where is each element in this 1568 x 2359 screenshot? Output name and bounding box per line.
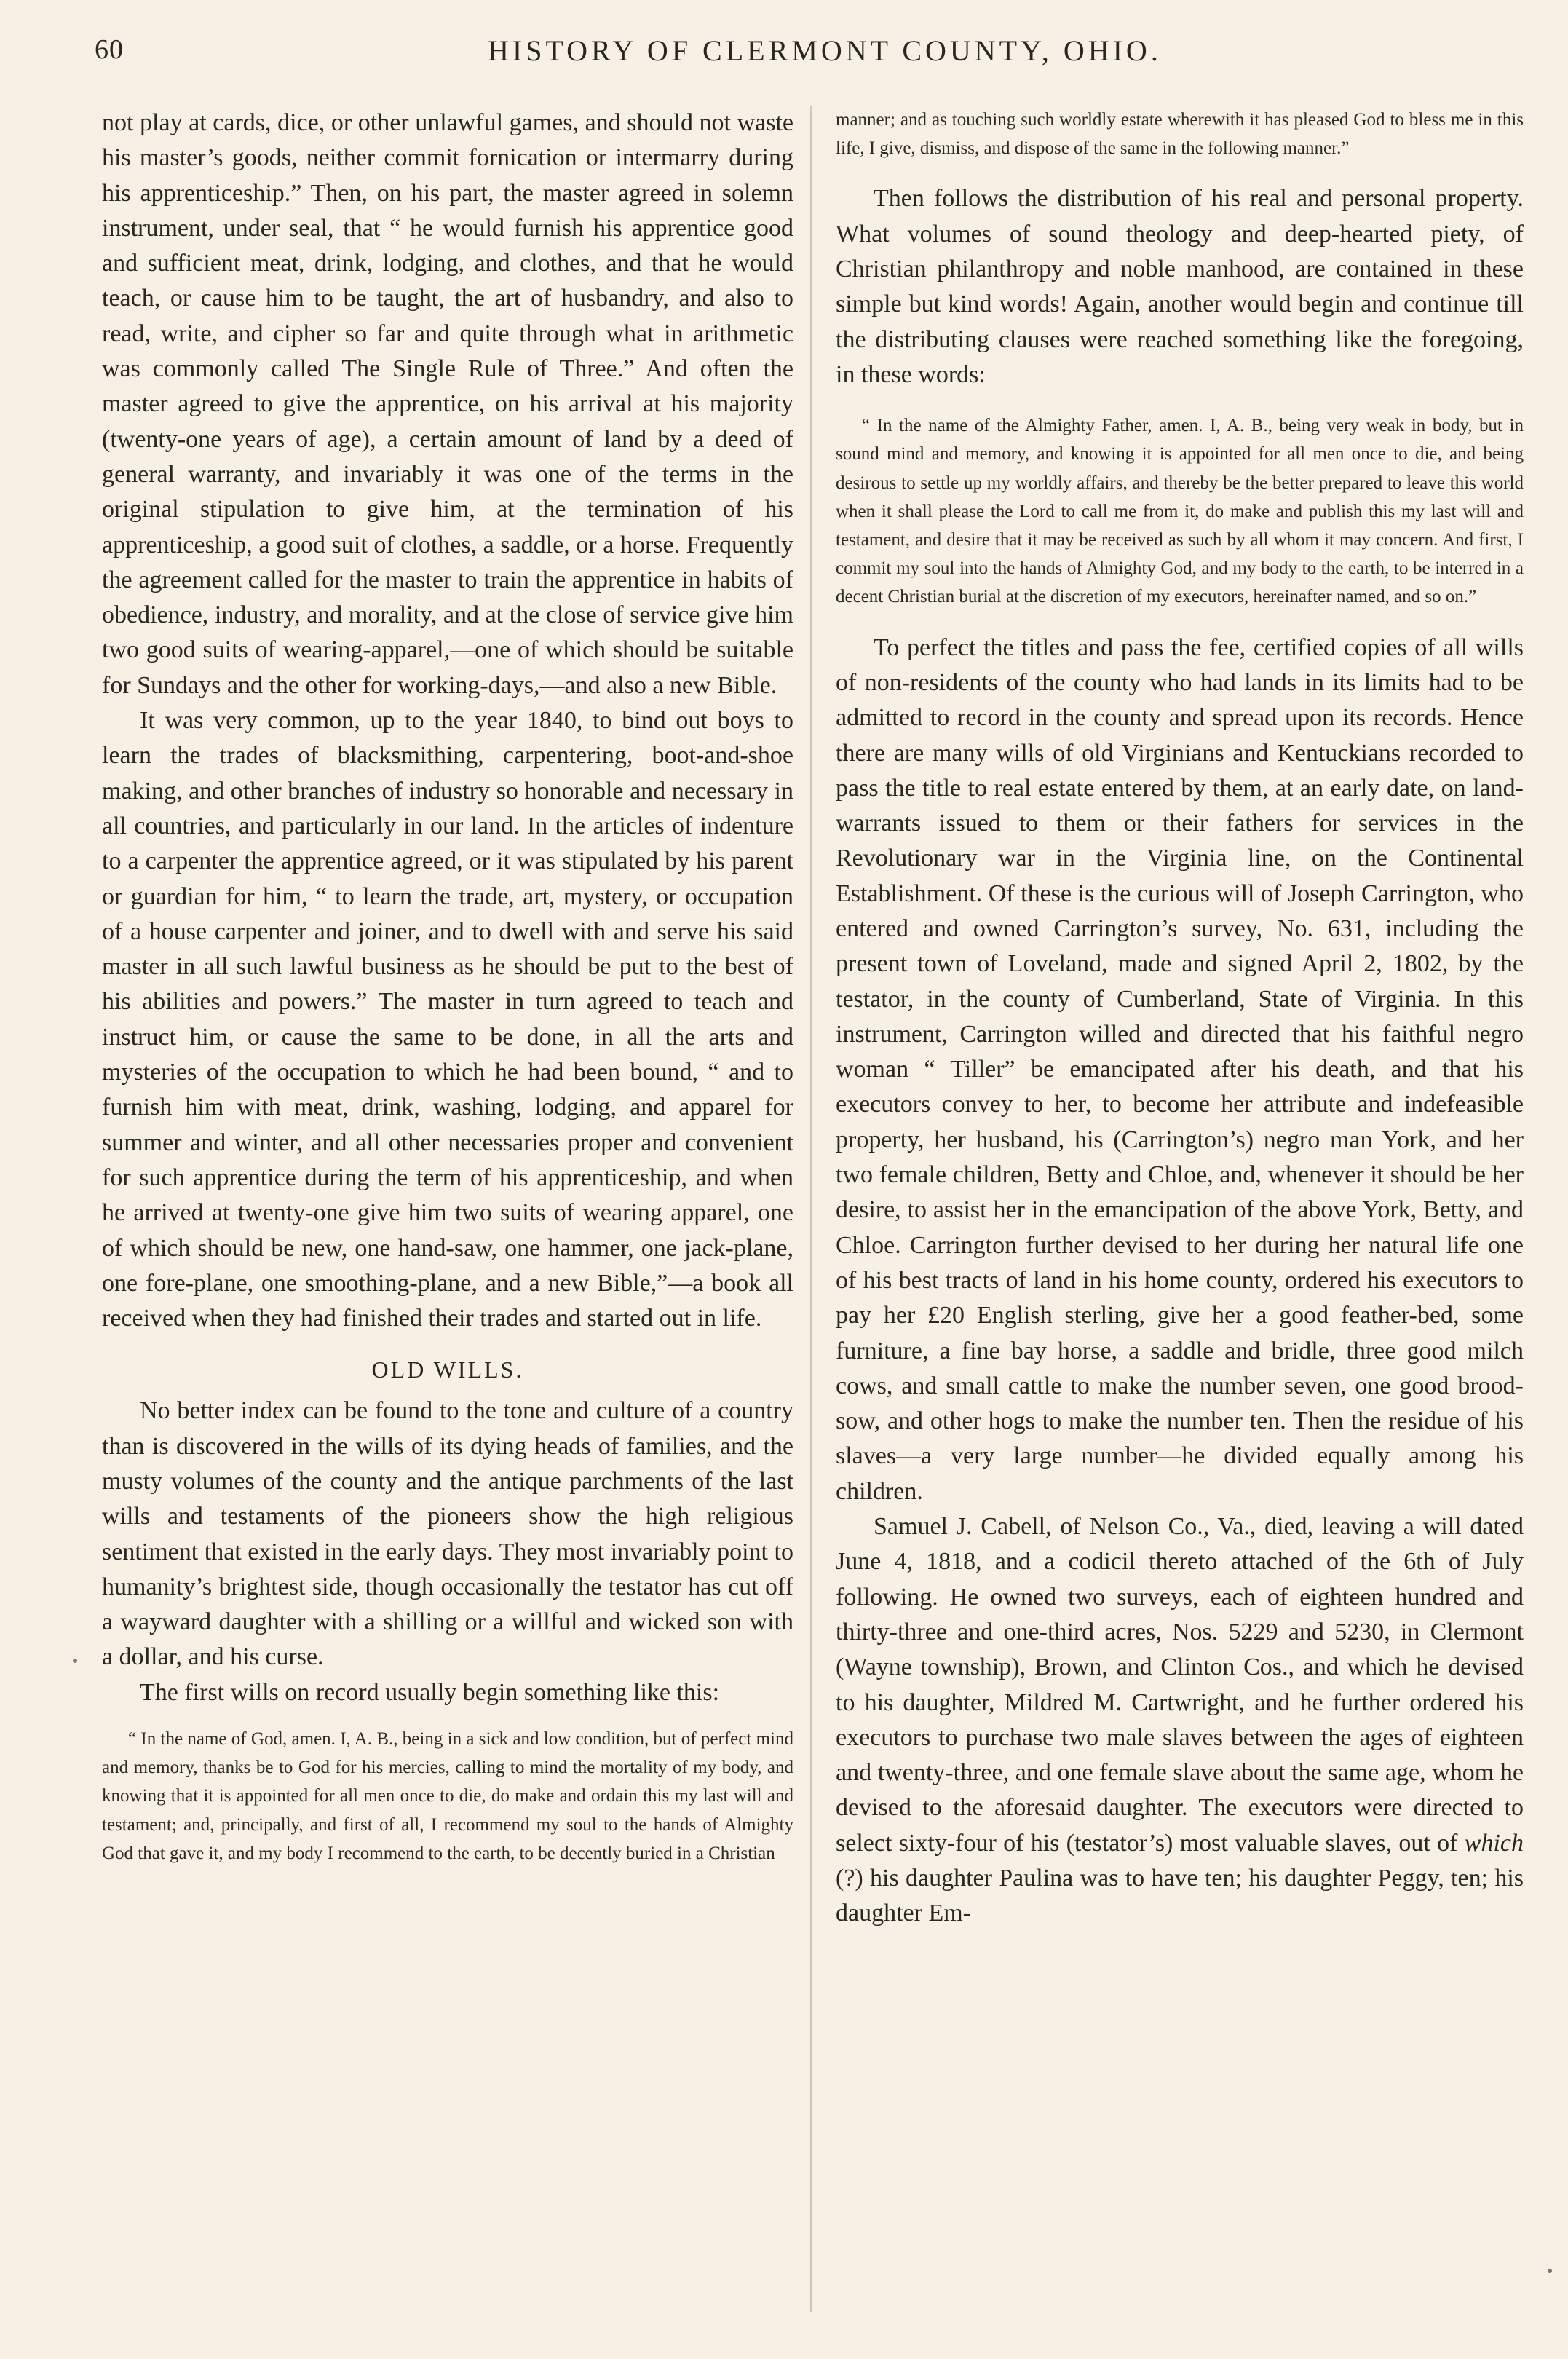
- margin-mark: [1548, 2269, 1552, 2273]
- paragraph: To perfect the titles and pass the fee, certified copies of all wills of non-residents of the county who had lands in its limits had to be admitted to record in the county and spread upon its records. Hence there are many wills of old Virginians and Kentuckians recorded to pass the title to real estate entered by them, at an early date, on land-warrants issued to them or their fathers for services in the Revolutionary war in the Virginia line, on the Continental Establishment. Of these is the curious will of Joseph Carrington, who entered and owned Carrington’s survey, No. 631, including the present town of Loveland, made and signed April 2, 1802, by the testator, in the county of Cumberland, State of Virginia. In this instrument, Carrington willed and directed that his faithful negro woman “ Tiller” be emancipated after his death, and that his executors convey to her, to become her attribute and indefeasible property, her husband, his (Carrington’s) negro man York, and her two female children, Betty and Chloe, and, whenever it should be her desire, to assist her in the emancipation of the above York, Betty, and Chloe. Carrington further devised to her during her natural life one of his best tracts of land in his home county, ordered his executors to pay her £20 English sterling, give her a good feather-bed, some furniture, a fine bay horse, a saddle and bridle, three good milch cows, and small cattle to make the number seven, one good brood-sow, and other hogs to make the number ten. Then the residue of his slaves—a very large number—he divided equally among his children.: [836, 633, 1524, 1505]
- page-number: 60: [95, 34, 124, 65]
- running-title: HISTORY OF CLERMONT COUNTY, OHIO.: [488, 34, 1162, 67]
- paragraph: It was very common, up to the year 1840, to bind out boys to learn the trades of blacksmithing, carpentering, boot-and-shoe making, and other branches of industry so honorable and necessary in all countries, and particularly in our land. In the articles of indenture to a carpenter the apprentice agreed, or it was stipulated by his parent or guardian for him, “ to learn the trade, art, mystery, or occupation of a house carpenter and joiner, and to dwell with and serve his said master in all such lawful business as he should be put to the best of his abilities and powers.” The master in turn agreed to teach and instruct him, or cause the same to be done, in all the arts and mysteries of the occupation to which he had been bound, “ and to furnish him with meat, drink, washing, lodging, and apparel for summer and winter, and all other necessaries proper and convenient for such apprentice during the term of his apprenticeship, and when he arrived at twenty-one give him two suits of wearing apparel, one of which should be new, one hand-saw, one hammer, one jack-plane, one fore-plane, one smoothing-plane, and a new Bible,”—a book all received when they had finished their trades and started out in life.: [102, 707, 793, 1332]
- paragraph: [836, 1509, 1524, 1932]
- paragraph: The first wills on record usually begin something like this:: [140, 1678, 720, 1706]
- will-quote: “ In the name of the Almighty Father, amen. I, A. B., being very weak in body, but in sound mind and memory, and knowing it is appointed for all men once to die, and being desirous to settle up my worldly affairs, and thereby be the better prepared to leave this world when it shall please the Lord to call me from it, do make and publish this my last will and testament, and desire that it may be received as such by all whom it may concern. And first, I commit my soul into the hands of Almighty God, and my body to the earth, to be interred in a decent Christian burial at the discretion of my executors, hereinafter named, and so on.”: [836, 416, 1524, 607]
- section-heading: OLD WILLS.: [371, 1356, 524, 1383]
- paragraph: No better index can be found to the tone and culture of a country than is discovered in the wills of its dying heads of families, and the musty volumes of the county and the antique parchments of the last wills and testaments of the pioneers show the high religious sentiment that existed in the early days. They most invariably point to humanity’s brightest side, though occasionally the testator has cut off a wayward daughter with a shilling or a willful and wicked son with a dollar, and his curse.: [102, 1397, 793, 1671]
- right-column: [836, 106, 1524, 1932]
- page-header: [95, 33, 1507, 77]
- margin-mark: [73, 1659, 77, 1663]
- text-run: Samuel J. Cabell, of Nelson Co., Va., died, leaving a will dated June 4, 1818, and a codicil thereto attached of the 6th of July following. He owned two surveys, each of eighteen hundred and thirty-three and one-third acres, Nos. 5229 and 5230, in Clermont (Wayne township), Brown, and Clinton Cos., and which he devised to his daughter, Mildred M. Cartwright, and he further ordered his executors to purchase two male slaves between the ages of eighteen and twenty-three, and one female slave about the same age, whom he devised to the aforesaid daughter. The executors were directed to select sixty-four of his (testator’s) most valuable slaves, out of: [836, 1513, 1524, 1857]
- paragraph: Then follows the distribution of his real and personal property. What volumes of sound theology and deep-hearted piety, of Christian philanthropy and noble manhood, are contained in these simple but kind words! Again, another would begin and continue till the distributing clauses were reached something like the foregoing, in these words:: [836, 185, 1524, 388]
- will-quote-continued: manner; and as touching such worldly estate wherewith it has pleased God to bless me in this life, I give, dismiss, and dispose of the same in the following manner.”: [836, 110, 1524, 159]
- column-divider: [810, 106, 812, 2312]
- paragraph: not play at cards, dice, or other unlawful games, and should not waste his master’s goods, neither commit fornication or intermarry during his apprenticeship.” Then, on his part, the master agreed in solemn instrument, under seal, that “ he would furnish his apprentice good and sufficient meat, drink, lodging, and clothes, and that he would teach, or cause him to be taught, the art of husbandry, and also to read, write, and cipher so far and quite through what in arithmetic was commonly called The Single Rule of Three.” And often the master agreed to give the apprentice, on his arrival at his majority (twenty-one years of age), a certain amount of land by a deed of general warranty, and invariably it was one of the terms in the original stipulation to give him, at the termination of his apprenticeship, a good suit of clothes, a saddle, or a horse. Frequently the agreement called for the master to train the apprentice in habits of obedience, industry, and morality, and at the close of service give him two good suits of wearing-apparel,—one of which should be suitable for Sundays and the other for working-days,—and also a new Bible.: [102, 109, 793, 699]
- text-run: (?) his daughter Paulina was to have ten; his daughter Peggy, ten; his daughter Em-: [836, 1865, 1524, 1927]
- italic-word: which: [1464, 1829, 1524, 1857]
- left-column: [102, 106, 793, 1868]
- will-quote: “ In the name of God, amen. I, A. B., being in a sick and low condition, but of perfect mind and memory, thanks be to God for his mercies, calling to mind the mortality of my body, and knowing that it is appointed for all men once to die, do make and ordain this my last will and testament; and, principally, and first of all, I recommend my soul to the hands of Almighty God that gave it, and my body I recommend to the earth, to be decently buried in a Christian: [102, 1729, 793, 1863]
